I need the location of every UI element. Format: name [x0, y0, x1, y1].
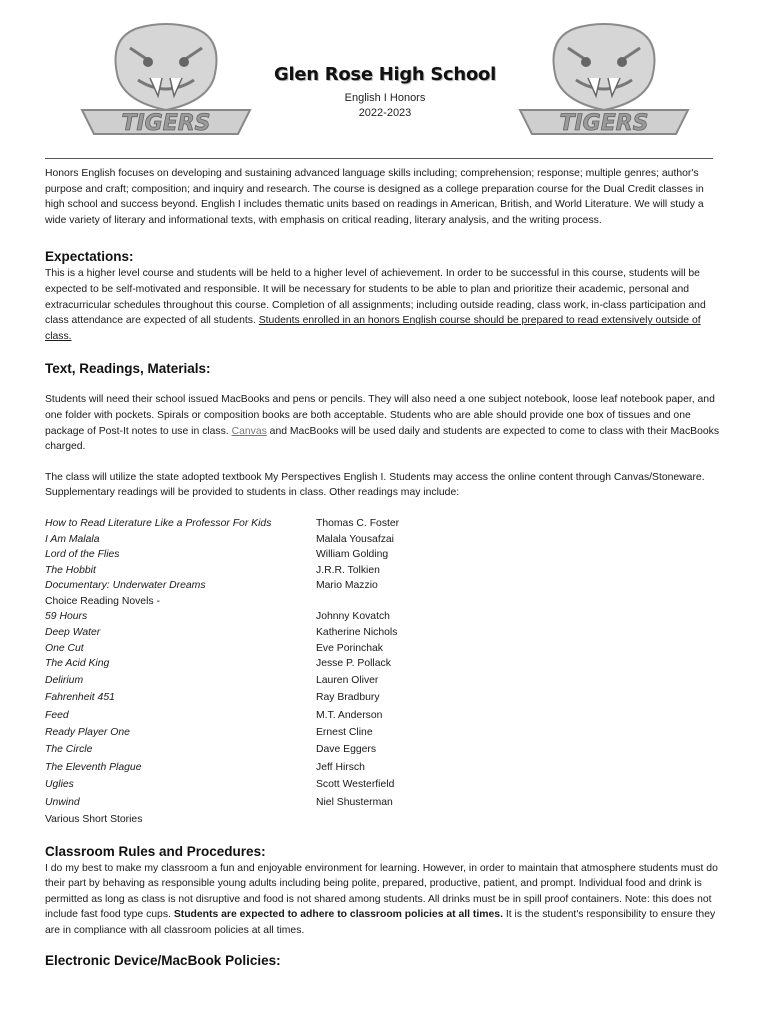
rules-text: I do my best to make my classroom a fun and enjoyable environment for learning. However, in order to maintain that atmosphere students must do their part by behaving as responsible young adults including being polite, prepared, productive, patient, and prompt. Individual food and drink is permitted as long as class is not disruptive and food is not shared among students. All drinks must be in spill proof containers. Note: this does not include fast food type cups. — [45, 862, 718, 921]
svg-text:TIGERS: TIGERS — [121, 111, 211, 136]
reading-row — [45, 594, 720, 610]
reading-row — [45, 532, 720, 548]
reading-title: Various Short Stories — [45, 814, 143, 826]
reading-row — [45, 547, 720, 563]
reading-author: William Golding — [316, 549, 389, 561]
reading-author: M.T. Anderson — [316, 709, 383, 721]
device-heading: Electronic Device/MacBook Policies: — [45, 953, 281, 969]
reading-author: Jeff Hirsch — [316, 761, 365, 773]
school-title: Glen Rose High School — [274, 64, 496, 85]
canvas-link[interactable]: Canvas — [231, 425, 267, 437]
materials-text-1: Students will need their school issued MacBooks and pens or pencils. They will also need a one subject notebook, loose leaf notebook paper, and one folder with pockets. Spirals or composition books are both acceptable. Students who are able should provide one box of tissues and one package of Post-It notes to use in class. — [45, 394, 715, 437]
school-year: 2022-2023 — [358, 107, 412, 119]
reading-author: Mario Mazzio — [316, 580, 378, 592]
reading-title: Ready Player One — [45, 727, 130, 739]
reading-row — [45, 563, 720, 579]
reading-author: Lauren Oliver — [316, 674, 379, 686]
course-name: English I Honors — [344, 92, 426, 104]
reading-title: 59 Hours — [45, 611, 88, 623]
reading-row — [45, 794, 720, 811]
expectations-heading: Expectations: — [45, 249, 134, 265]
reading-title: Documentary: Underwater Dreams — [45, 580, 206, 592]
reading-author: Malala Yousafzai — [316, 533, 394, 545]
readings-list — [45, 516, 720, 829]
svg-text:TIGERS: TIGERS — [559, 111, 649, 136]
reading-row — [45, 689, 720, 706]
materials-paragraph-2: The class will utilize the state adopted textbook My Perspectives English I. Students may access the online content through Canvas/Stoneware. Supplementary readings will be provided to students in class. Other readings may include: — [45, 471, 705, 499]
syllabus-content — [45, 166, 720, 970]
intro-paragraph: Honors English focuses on developing and sustaining advanced language skills including; comprehension; response; multiple genres; author's purpose and craft; composition; and inquiry and research. The course is designed as a college preparation course for the Dual Credit classes in high school and success beyond. English I includes thematic units based on readings in American, British, and World Literature. We will study a wide variety of literary and informational texts, with emphasis on critical reading, literary analysis, and the writing process. — [45, 168, 704, 226]
materials-paragraph-1 — [45, 392, 720, 454]
reading-title: Choice Reading Novels - — [45, 595, 160, 607]
reading-row — [45, 641, 720, 657]
reading-author — [316, 811, 720, 828]
reading-title: Feed — [45, 709, 69, 721]
reading-row — [45, 811, 720, 828]
reading-row — [45, 707, 720, 724]
reading-author: Johnny Kovatch — [316, 611, 390, 623]
reading-row — [45, 759, 720, 776]
reading-author: Thomas C. Foster — [316, 517, 400, 529]
reading-title: Uglies — [45, 779, 74, 791]
reading-row — [45, 609, 720, 625]
reading-title: The Acid King — [45, 658, 110, 670]
reading-author: Dave Eggers — [316, 744, 377, 756]
reading-title: Delirium — [45, 674, 84, 686]
reading-author: Ernest Cline — [316, 727, 373, 739]
reading-author: Niel Shusterman — [316, 796, 393, 808]
expectations-paragraph — [45, 266, 720, 344]
reading-row — [45, 741, 720, 758]
reading-author: Ray Bradbury — [316, 692, 380, 704]
materials-heading: Text, Readings, Materials: — [45, 361, 211, 377]
reading-title: The Circle — [45, 744, 93, 756]
reading-author: Eve Porinchak — [316, 642, 383, 654]
reading-title: Lord of the Flies — [45, 549, 120, 561]
reading-row — [45, 625, 720, 641]
rules-bold: Students are expected to adhere to classroom policies at all times. — [173, 909, 503, 921]
reading-row — [45, 724, 720, 741]
reading-title: Deep Water — [45, 627, 101, 639]
expectations-underlined: Students enrolled in an honors English course should be prepared to read extensively outside of class. — [45, 315, 701, 342]
reading-title: Fahrenheit 451 — [45, 692, 115, 704]
reading-author: Scott Westerfield — [316, 779, 395, 791]
reading-title: How to Read Literature Like a Professor For Kids — [45, 517, 272, 529]
expectations-text: This is a higher level course and students will be held to a higher level of achievement. In order to be successful in this course, students will be expected to be self-motivated and responsible. It will be necessary for students to be able to plan and prioritize their academic, personal and extracurricular schedules throughout this course. Completion of all assignments; including outside reading, class work, in-class participation and class attendance are expected of all students. — [45, 268, 706, 327]
materials-text-2: and MacBooks will be used daily and students are expected to come to class with their MacBooks charged. — [45, 425, 720, 453]
rules-heading: Classroom Rules and Procedures: — [45, 843, 266, 859]
reading-author: J.R.R. Tolkien — [316, 564, 380, 576]
header-divider — [45, 158, 713, 159]
reading-row — [45, 578, 720, 594]
reading-title: One Cut — [45, 642, 84, 654]
reading-title: The Hobbit — [45, 564, 96, 576]
reading-author: Katherine Nichols — [316, 627, 398, 639]
reading-row — [45, 516, 720, 532]
rules-paragraph — [45, 861, 720, 939]
reading-title: I Am Malala — [45, 533, 100, 545]
reading-author — [316, 594, 720, 610]
reading-row — [45, 672, 720, 689]
rules-text-after: It is the student's responsibility to ensure they are in compliance with all classroom policies at all times. — [45, 909, 716, 936]
reading-row — [45, 776, 720, 793]
reading-row — [45, 656, 720, 672]
reading-title: The Eleventh Plague — [45, 761, 142, 773]
reading-author: Jesse P. Pollack — [316, 658, 391, 670]
reading-title: Unwind — [45, 796, 80, 808]
